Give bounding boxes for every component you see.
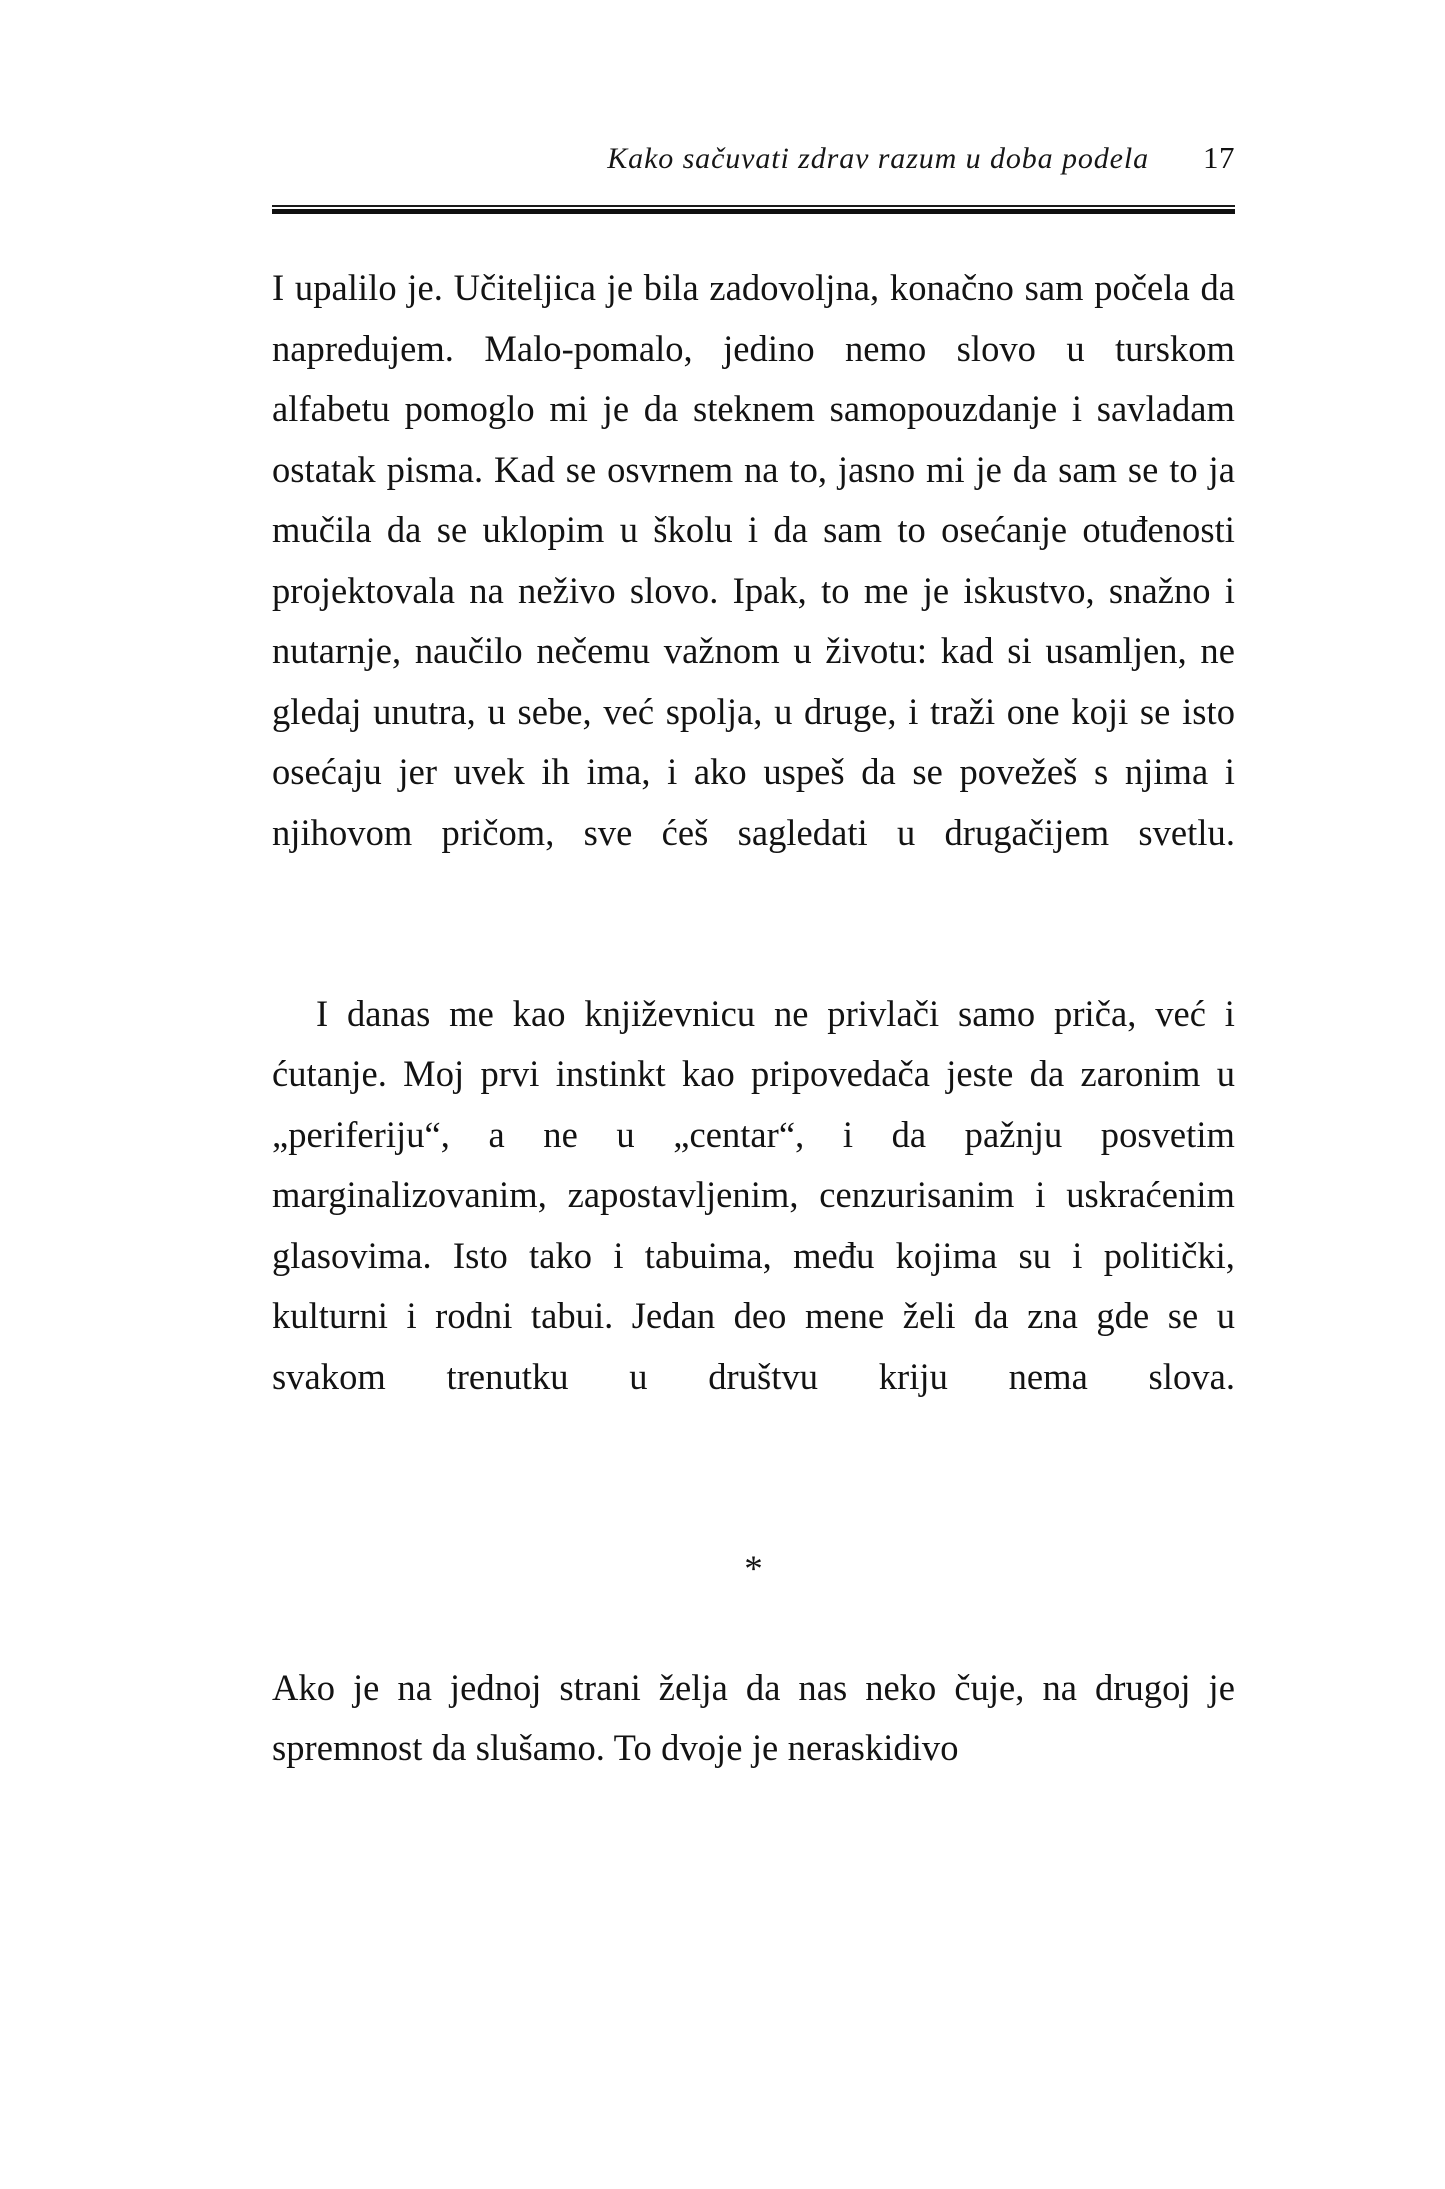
page-number: 17 bbox=[1203, 140, 1235, 175]
header-rule-thick bbox=[272, 209, 1235, 214]
asterisk-separator: * bbox=[744, 1548, 763, 1590]
header-rule-thin bbox=[272, 205, 1235, 207]
paragraph-3: Ako je na jednoj strani želja da nas neko čuje, na drugoj je spremnost da slušamo. To dvoje je neraskidivo bbox=[272, 1666, 1235, 1768]
paragraph-1: I upalilo je. Učiteljica je bila zadovoljna, konačno sam počela da napredujem. Malo-pomalo, jedino nemo slovo u turskom alfabetu pomoglo mi je da steknem samopouzdanje i savladam ostatak pisma. Kad se osvrnem na to, jasno mi je da sam se to ja mučila da se uklopim u školu i da sam to osećanje otuđenosti projektovala na neživo slovo. Ipak, to me je iskustvo, snažno i nutarnje, naučilo nečemu važnom u životu: kad si usamljen, ne gledaj unutra, u sebe, već spolja, u druge, i traži one koji se isto osećaju jer uvek ih ima, i ako uspeš da se povežeš s njima i njihovom pričom, sve ćeš sagledati u drugačijem svetlu. bbox=[272, 267, 1235, 853]
header-divider-rule bbox=[272, 205, 1235, 214]
section-separator bbox=[272, 1540, 1235, 1600]
final-paragraph-wrap bbox=[272, 1658, 1235, 1779]
body-text-block bbox=[272, 258, 1235, 1779]
running-head-title: Kako sačuvati zdrav razum u doba podela bbox=[607, 142, 1149, 175]
running-head bbox=[272, 140, 1235, 176]
paragraph-2: I danas me kao književnicu ne privlači samo priča, već i ćutanje. Moj prvi instinkt kao pripovedača jeste da zaronim u „periferiju“, a ne u „centar“, i da pažnju posvetim marginalizovanim, zapostavljenim, cenzurisanim i uskraćenim glasovima. Isto tako i tabuima, među kojima su i politički, kulturni i rodni tabui. Jedan deo mene želi da zna gde se u svakom trenutku u društvu kriju nema slova. bbox=[272, 992, 1235, 1397]
